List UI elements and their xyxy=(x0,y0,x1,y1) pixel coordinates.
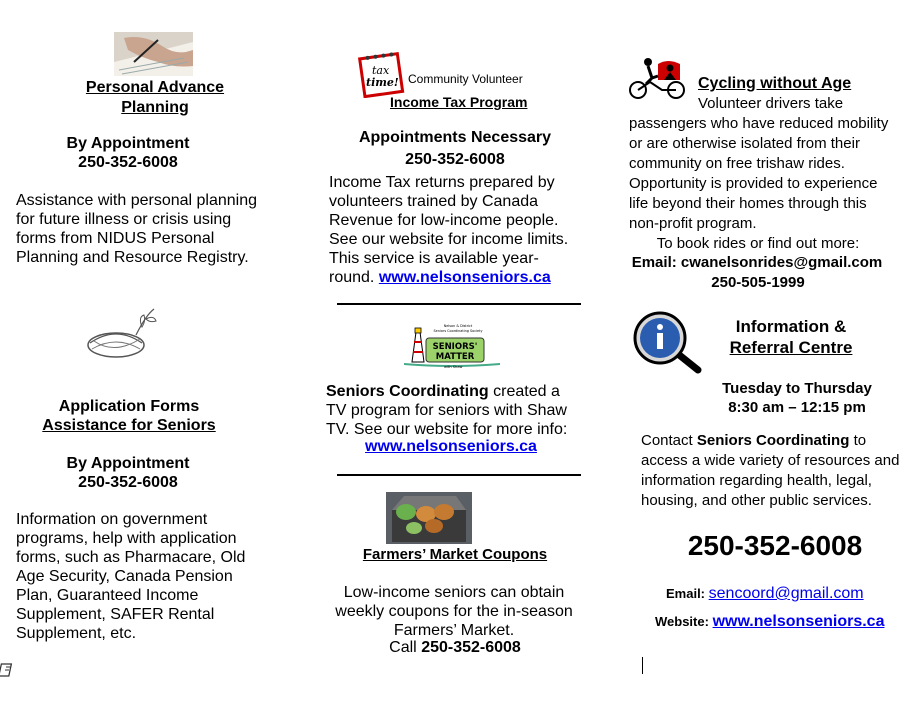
svg-text:Nelson & District: Nelson & District xyxy=(443,324,473,328)
cycling-phone: 250-505-1999 xyxy=(711,274,805,291)
info-title-line2: Referral Centre xyxy=(729,338,853,357)
tv-body xyxy=(326,382,578,439)
tax-program-line1: Community Volunteer xyxy=(408,72,523,86)
cycling-title: Cycling without Age xyxy=(698,75,852,92)
text-cursor xyxy=(642,657,643,674)
info-email-label: Email: xyxy=(666,586,706,601)
nest-icon xyxy=(84,305,158,363)
svg-text:SENIORS': SENIORS' xyxy=(432,342,478,352)
info-big-phone: 250-352-6008 xyxy=(687,530,863,561)
tax-body xyxy=(329,173,577,287)
forms-title-line2: Assistance for Seniors xyxy=(42,417,216,434)
personal-phone: 250-352-6008 xyxy=(78,154,178,171)
seniors-matter-lighthouse-logo xyxy=(404,322,500,370)
tv-body-text: created a TV program for seniors with Shaw TV. See our website for more info: xyxy=(326,383,568,438)
cycling-book: To book rides or find out more: xyxy=(656,235,860,252)
tax-body-text: Income Tax returns prepared by volunteers trained by Canada Revenue for low-income people. See our website for income limits. This service is available year-round. xyxy=(329,174,569,286)
market-call xyxy=(330,639,580,657)
divider-2 xyxy=(337,474,581,476)
tv-website-wrap xyxy=(326,438,576,456)
forms-phone: 250-352-6008 xyxy=(78,474,178,491)
personal-appointment xyxy=(40,134,216,172)
info-website-link[interactable]: www.nelsonseniors.ca xyxy=(712,613,885,630)
info-contact-post: to access a wide variety of resources and information regarding health, legal, housing, and other public services. xyxy=(641,432,900,509)
info-contact-pre: Contact xyxy=(641,432,693,449)
tax-time-calendar-icon xyxy=(358,50,406,98)
cycling-email: Email: cwanelsonrides@gmail.com xyxy=(631,254,883,271)
forms-title-line1: Application Forms xyxy=(58,398,200,415)
market-phone: 250-352-6008 xyxy=(421,639,521,656)
info-website-label: Website: xyxy=(655,614,709,629)
svg-text:with Shaw: with Shaw xyxy=(444,365,463,369)
tax-website-link[interactable]: www.nelsonseniors.ca xyxy=(378,269,551,286)
info-contact-org: Seniors Coordinating xyxy=(696,432,850,449)
personal-appt-label: By Appointment xyxy=(66,135,190,152)
forms-appointment xyxy=(40,454,216,492)
info-website-row xyxy=(655,613,884,631)
tax-logo-line2: time! xyxy=(366,76,399,89)
cycling-body: Volunteer drivers take passengers who have reduced mobility or are otherwise isolated from their community on free trishaw rides. Opportunity is provided to experience life beyond their homes through this non-profit program. xyxy=(629,95,889,232)
tv-org: Seniors Coordinating xyxy=(326,383,489,400)
info-time: 8:30 am – 12:15 pm xyxy=(728,399,866,416)
market-body: Low-income seniors can obtain weekly coupons for the in-season Farmers’ Market. xyxy=(335,584,573,639)
tax-appointments: Appointments Necessary xyxy=(358,129,552,146)
divider-1 xyxy=(337,303,581,305)
info-email-link[interactable]: sencoord@gmail.com xyxy=(708,585,864,602)
personal-planning-title xyxy=(60,78,250,118)
personal-title-line1: Personal Advance xyxy=(85,79,225,96)
market-title: Farmers’ Market Coupons xyxy=(362,546,548,563)
corner-glyph-icon xyxy=(0,661,16,679)
personal-body: Assistance with personal planning for future illness or crisis using forms from NIDUS Personal Planning and Resource Registry. xyxy=(16,192,258,266)
writing-hand-image xyxy=(114,32,193,76)
info-email-row xyxy=(666,585,864,603)
forms-body: Information on government programs, help with application forms, such as Pharmacare, Old Age Security, Canada Pension Plan, Guaranteed Income Supplement, SAFER Rental Supplement, etc. xyxy=(16,511,246,642)
forms-title xyxy=(24,397,234,435)
svg-text:Seniors Coordinating Society: Seniors Coordinating Society xyxy=(433,329,483,333)
info-magnifier-icon xyxy=(630,310,704,374)
vegetable-bag-image xyxy=(386,492,472,544)
tax-logo-line1: tax xyxy=(372,64,390,77)
info-title-line1: Information & xyxy=(735,317,847,336)
tv-website-link[interactable]: www.nelsonseniors.ca xyxy=(365,438,537,455)
forms-appt-label: By Appointment xyxy=(66,455,190,472)
info-days: Tuesday to Thursday xyxy=(722,380,872,397)
personal-title-line2: Planning xyxy=(121,99,189,116)
info-hours xyxy=(710,379,884,417)
svg-text:MATTER: MATTER xyxy=(435,352,475,362)
info-contact xyxy=(641,431,907,511)
market-call-label: Call xyxy=(389,639,417,656)
info-title xyxy=(714,316,868,358)
tax-program-line2: Income Tax Program xyxy=(390,94,528,110)
tax-phone: 250-352-6008 xyxy=(405,151,505,168)
